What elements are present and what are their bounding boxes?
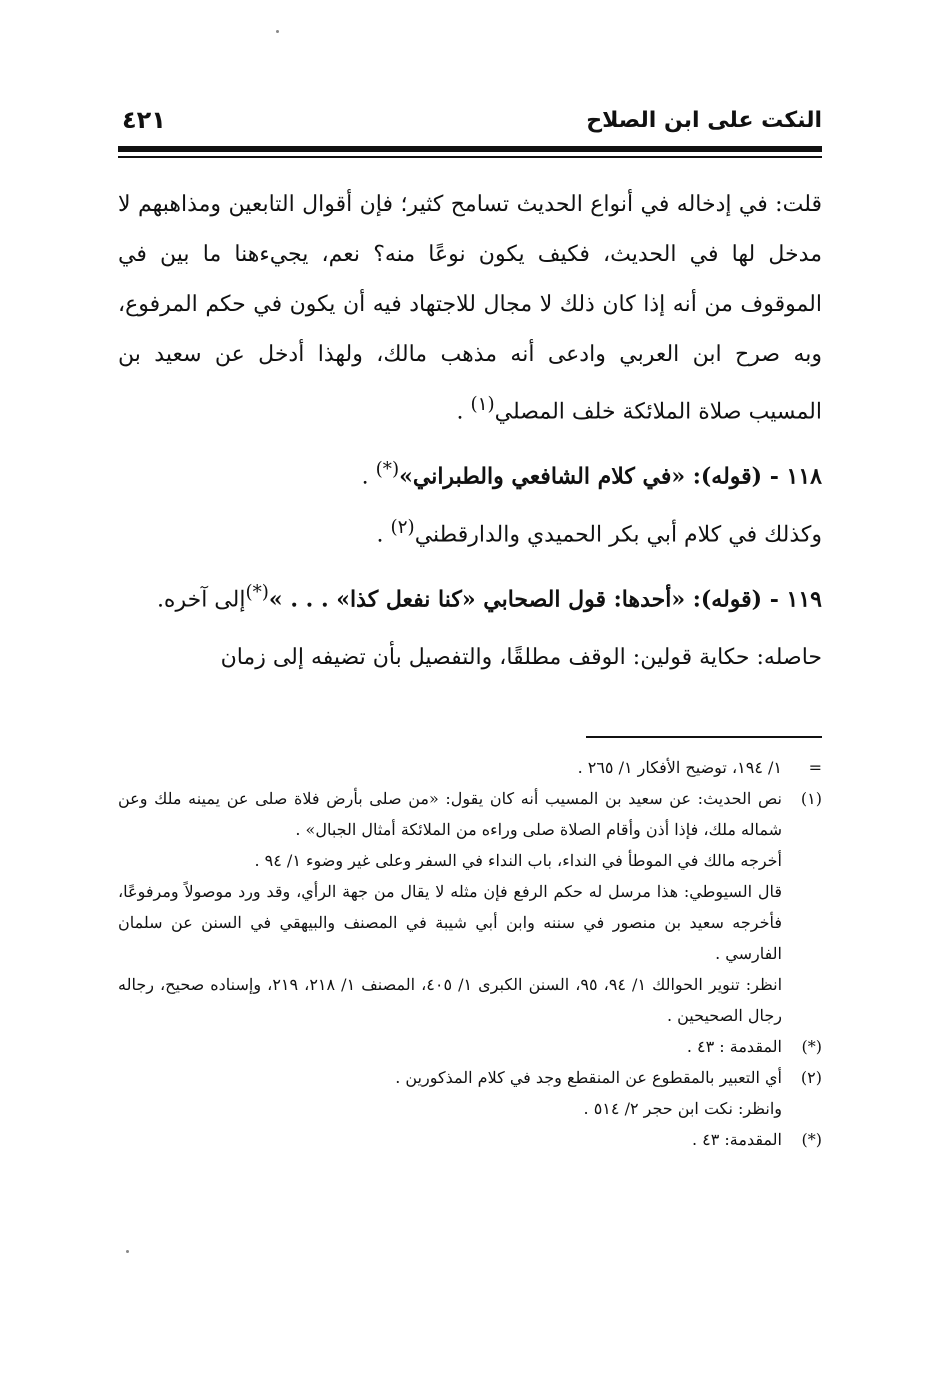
footnote-separator: [586, 736, 822, 738]
item-118: [118, 445, 822, 502]
main-text: [118, 180, 822, 683]
footnote-star-1-text: المقدمة : ٤٣ .: [686, 1037, 782, 1056]
footnote-star-1-mark: (*): [801, 1037, 822, 1056]
footnote-1-line-2: أخرجه مالك في الموطأ في النداء، باب النداء في السفر وعلى غير وضوء ١/ ٩٤ .: [254, 851, 782, 870]
footnotes: [118, 752, 822, 1155]
page-header: [118, 104, 822, 144]
paragraph-2: [118, 503, 822, 560]
footnote-star-2-mark: (*): [801, 1130, 822, 1149]
footnote-continuation: [118, 752, 822, 783]
item-119: [118, 568, 822, 625]
scan-speck: [276, 30, 279, 33]
footnote-1-mark: (١): [800, 789, 822, 808]
footnote-1-line-1: نص الحديث: عن سعيد بن المسيب أنه كان يقول: «من صلى بأرض فلاة صلى عن يمينه ملك وعن شماله ملك، فإذا أذن وأقام الصلاة صلى وراءه من الملائكة أمثال الجبال» .: [118, 789, 782, 839]
scan-speck: [126, 1250, 129, 1253]
footnote-ref-star-1: (*): [375, 459, 400, 481]
footnote-2-mark: (٢): [800, 1068, 822, 1087]
footnote-1-line-4: انظر: تنوير الحوالك ١/ ٩٤، ٩٥، السنن الكبرى ١/ ٤٠٥، المصنف ١/ ٢١٨، ٢١٩، وإسناده صحيح، رجاله رجال الصحيحين .: [118, 975, 783, 1025]
footnote-ref-1: (١): [470, 394, 495, 415]
footnote-star-1: [118, 1031, 822, 1062]
header-rule-thin: [118, 156, 822, 158]
footnote-star-2-text: المقدمة: ٤٣ .: [691, 1130, 782, 1149]
page-number: ٤٢١: [122, 106, 166, 134]
footnote-1-line-3: قال السيوطي: هذا مرسل له حكم الرفع فإن مثله لا يقال من جهة الرأي، وقد ورد موصولاً ومرفوعًا، فأخرجه سعيد بن منصور في سننه وابن أبي شيبة في المصنف والبيهقي في السنن عن سلمان الفارسي .: [118, 882, 782, 963]
header-rule-thick: [118, 146, 822, 152]
footnote-star-2: [118, 1124, 822, 1155]
footnote-ref-star-2: (*): [245, 581, 269, 603]
paragraph-1-text: قلت: في إدخاله في أنواع الحديث تسامح كثير؛ فإن أقوال التابعين ومذاهبهم لا مدخل لها في الحديث، فكيف يكون نوعًا منه؟ نعم، يجيءهنا ما بين في الموقوف من أنه إذا كان ذلك لا مجال للاجتهاد فيه أن يكون في حكم المرفوع، وبه صرح ابن العربي وادعى أنه مذهب مالك، ولهذا أدخل عن سعيد بن المسيب صلاة الملائكة خلف المصلي: [118, 192, 822, 425]
item-118-end: .: [361, 464, 376, 490]
paragraph-2-text: وكذلك في كلام أبي بكر الحميدي والدارقطني: [414, 521, 822, 547]
paragraph-1-end: .: [456, 399, 471, 425]
footnote-2-line-1: أي التعبير بالمقطوع عن المنقطع وجد في كلام المذكورين .: [395, 1068, 782, 1087]
item-119-label: ١١٩ - (قوله): «أحدها: قول الصحابي «كنا نفعل كذا» . . . »: [268, 586, 822, 613]
footnote-ref-2: (٢): [390, 516, 415, 538]
item-118-label: ١١٨ - (قوله): «في كلام الشافعي والطبراني»: [399, 463, 822, 490]
footnote-continuation-mark: =: [808, 758, 822, 777]
footnote-2: [118, 1062, 822, 1124]
paragraph-1: [118, 180, 822, 437]
footnote-1: [118, 783, 822, 1031]
item-119-tail: إلى آخره.: [156, 587, 246, 613]
running-title: النكت على ابن الصلاح: [586, 108, 822, 133]
paragraph-3: حاصله: حكاية قولين: الوقف مطلقًا، والتفصيل بأن تضيفه إلى زمان: [220, 645, 822, 671]
paragraph-2-end: .: [376, 521, 391, 547]
footnote-2-line-2: وانظر: نكت ابن حجر ٢/ ٥١٤ .: [583, 1099, 782, 1118]
footnote-continuation-text: ١/ ١٩٤، توضيح الأفكار ١/ ٢٦٥ .: [577, 758, 782, 777]
